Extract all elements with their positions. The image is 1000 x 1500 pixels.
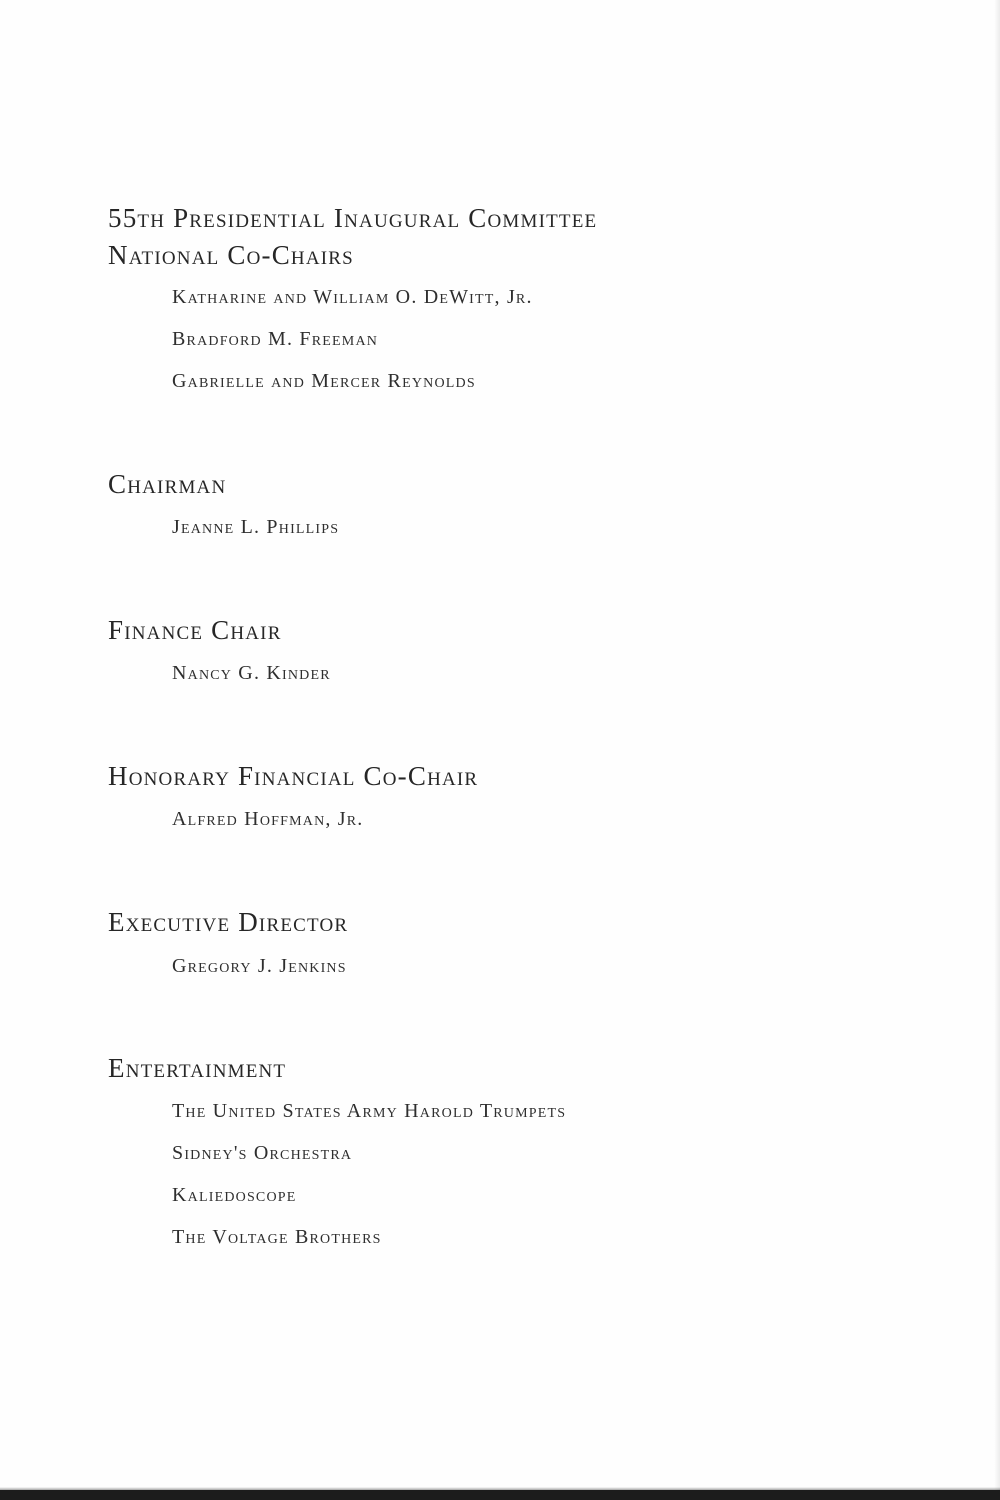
name-entry: Sidney's Orchestra [172,1142,353,1164]
section-heading-national-co-chairs [108,200,597,274]
names-list-finance-chair [172,652,331,694]
bottom-border [0,1490,1000,1500]
name-entry: Gabrielle and Mercer Reynolds [172,370,476,392]
names-list-chairman [172,506,339,548]
heading-line: Finance Chair [108,615,282,645]
name-entry: Nancy G. Kinder [172,662,331,684]
section-heading-honorary-financial-co-chair [108,758,478,795]
page-edge-shadow [994,0,1000,1500]
heading-line: Executive Director [108,907,349,937]
names-list-national-co-chairs [172,276,533,402]
section-heading-executive-director [108,904,348,941]
names-list-entertainment [172,1090,566,1258]
names-list-honorary-financial-co-chair [172,798,364,840]
name-entry: The United States Army Harold Trumpets [172,1100,567,1122]
heading-line: National Co-Chairs [108,240,354,270]
name-entry: Bradford M. Freeman [172,328,379,350]
name-entry: Kaliedoscope [172,1184,297,1206]
heading-line: Entertainment [108,1053,287,1083]
section-heading-entertainment [108,1050,286,1087]
name-entry: Alfred Hoffman, Jr. [172,808,364,830]
name-entry: Katharine and William O. DeWitt, Jr. [172,286,533,308]
heading-line: Chairman [108,469,227,499]
heading-line: Honorary Financial Co-Chair [108,761,479,791]
names-list-executive-director [172,945,347,987]
heading-line: 55th Presidential Inaugural Committee [108,203,598,233]
name-entry: Gregory J. Jenkins [172,955,347,977]
name-entry: Jeanne L. Phillips [172,516,340,538]
section-heading-finance-chair [108,612,282,649]
section-heading-chairman [108,466,226,503]
name-entry: The Voltage Brothers [172,1226,382,1248]
